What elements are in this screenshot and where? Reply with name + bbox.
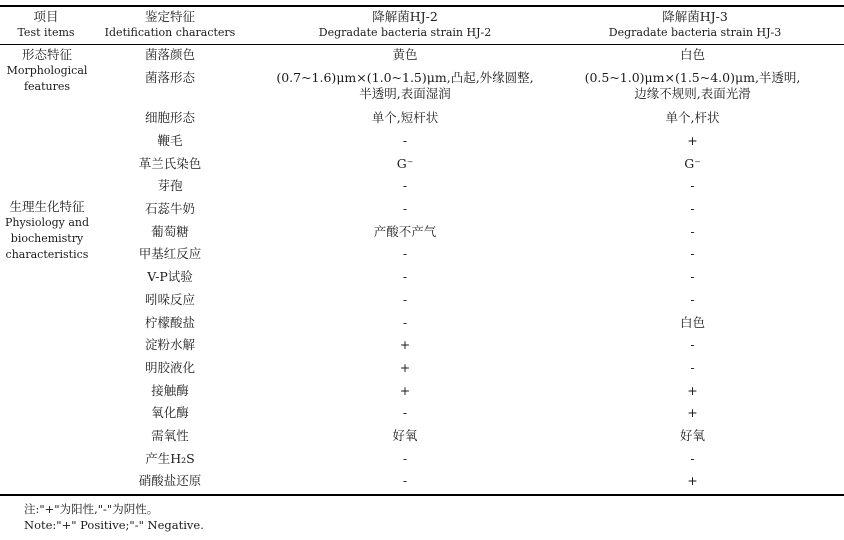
cell-item: 甲基红反应 — [138, 246, 202, 261]
cell-item: 菌落颜色 — [144, 47, 195, 62]
cell-item: 革兰氏染色 — [138, 156, 202, 171]
header-strain-hj3 — [580, 9, 810, 41]
cell-line: (0.5~1.0)μm×(1.5~4.0)μm,半透明, — [584, 70, 801, 85]
cell-hj3: 白色 — [679, 47, 705, 62]
cell-item: 鞭毛 — [157, 133, 183, 148]
note-zh: 注:"+"为阳性,"-"为阴性。 — [24, 502, 159, 516]
cell-hj2: - — [402, 246, 408, 261]
cell-hj3: + — [687, 473, 698, 488]
cell-hj3: 白色 — [679, 315, 705, 330]
table-row — [95, 47, 844, 69]
section-en: features — [23, 80, 71, 93]
cell-hj2: 黄色 — [392, 47, 418, 62]
cell-item: 吲哚反应 — [144, 292, 195, 307]
cell-item: 葡萄糖 — [151, 224, 189, 239]
section-en: Morphological — [6, 64, 88, 77]
cell-hj2 — [265, 70, 545, 102]
cell-hj3: 好氧 — [679, 428, 705, 443]
header-identification — [95, 9, 245, 41]
cell-hj3: - — [690, 201, 695, 216]
top-rule — [0, 5, 844, 7]
cell-hj2: - — [402, 178, 408, 193]
cell-item: 柠檬酸盐 — [144, 315, 195, 330]
cell-hj3 — [565, 70, 820, 102]
cell-hj3: + — [687, 405, 698, 420]
cell-hj2: - — [402, 269, 408, 284]
cell-hj2: 好氧 — [392, 428, 418, 443]
cell-hj3: - — [690, 292, 695, 307]
cell-hj2: - — [402, 451, 408, 466]
cell-hj2: + — [399, 383, 411, 398]
table-row — [95, 201, 844, 223]
section-en: characteristics — [5, 248, 89, 261]
table-row — [95, 133, 844, 155]
cell-item: 淀粉水解 — [144, 337, 195, 352]
cell-hj2: - — [402, 473, 408, 488]
table-row — [95, 428, 844, 450]
header-strain-hj2 — [290, 9, 520, 41]
header-zh: 项目 — [33, 9, 59, 24]
cell-item: 芽孢 — [157, 178, 183, 193]
header-zh: 降解菌HJ-2 — [372, 9, 438, 24]
header-en: Test items — [17, 26, 75, 39]
cell-hj3: + — [687, 383, 698, 398]
section-morphological — [0, 47, 94, 95]
cell-line: 半透明,表面湿润 — [359, 86, 451, 101]
table-row — [95, 451, 844, 473]
table-row — [95, 360, 844, 382]
cell-hj3: - — [690, 246, 695, 261]
table-row — [95, 473, 844, 495]
cell-hj2: + — [399, 360, 411, 375]
cell-hj3: + — [687, 133, 698, 148]
header-test-items — [0, 9, 92, 41]
cell-hj2: - — [402, 201, 408, 216]
cell-item: 明胶液化 — [144, 360, 195, 375]
table-row — [95, 337, 844, 359]
table-row — [95, 178, 844, 200]
header-en: Degradate bacteria strain HJ-3 — [608, 26, 782, 39]
table-row — [95, 383, 844, 405]
table-row — [95, 269, 844, 291]
cell-item: 菌落形态 — [144, 70, 195, 85]
cell-hj2: 产酸不产气 — [373, 224, 437, 239]
section-en: Physiology and — [4, 216, 90, 229]
cell-item: 接触酶 — [151, 383, 189, 398]
header-rule — [0, 44, 844, 45]
cell-hj2: 单个,短杆状 — [371, 110, 439, 125]
cell-hj2: - — [402, 405, 408, 420]
cell-line: 边缘不规则,表面光滑 — [634, 86, 751, 101]
table-row — [95, 70, 844, 106]
cell-item: 需氧性 — [151, 428, 189, 443]
cell-line: (0.7~1.6)μm×(1.0~1.5)μm,凸起,外缘圆整, — [276, 70, 534, 85]
table-row — [95, 156, 844, 178]
table-row — [95, 315, 844, 337]
note-en: Note:"+" Positive;"-" Negative. — [24, 518, 204, 532]
cell-item: 细胞形态 — [144, 110, 195, 125]
table-row — [95, 110, 844, 132]
table-row — [95, 246, 844, 268]
cell-hj3: - — [690, 360, 695, 375]
cell-item: 硝酸盐还原 — [138, 473, 202, 488]
cell-hj3: 单个,杆状 — [665, 110, 720, 125]
header-en: Idetification characters — [104, 26, 236, 39]
header-zh: 鉴定特征 — [144, 9, 195, 24]
cell-hj3: - — [690, 451, 695, 466]
cell-hj2: G⁻ — [396, 156, 414, 171]
cell-item: V-P试验 — [147, 269, 193, 284]
section-zh: 形态特征 — [21, 47, 72, 62]
header-en: Degradate bacteria strain HJ-2 — [318, 26, 492, 39]
section-en: biochemistry — [10, 232, 84, 245]
table-row — [95, 405, 844, 427]
cell-hj2: - — [402, 133, 408, 148]
cell-hj3: - — [690, 269, 695, 284]
header-zh: 降解菌HJ-3 — [662, 9, 728, 24]
cell-hj3: - — [690, 178, 695, 193]
section-zh: 生理生化特征 — [9, 199, 85, 214]
table-notes — [24, 501, 204, 533]
cell-hj2: - — [402, 292, 408, 307]
cell-hj2: + — [399, 337, 411, 352]
cell-hj3: - — [690, 337, 695, 352]
cell-item: 氧化酶 — [151, 405, 189, 420]
section-physiology — [0, 199, 94, 263]
cell-item: 石蕊牛奶 — [144, 201, 195, 216]
cell-hj3: G⁻ — [684, 156, 701, 171]
cell-hj3: - — [690, 224, 695, 239]
table-row — [95, 292, 844, 314]
table-row — [95, 224, 844, 246]
cell-item: 产生H₂S — [145, 451, 195, 466]
cell-hj2: - — [402, 315, 408, 330]
